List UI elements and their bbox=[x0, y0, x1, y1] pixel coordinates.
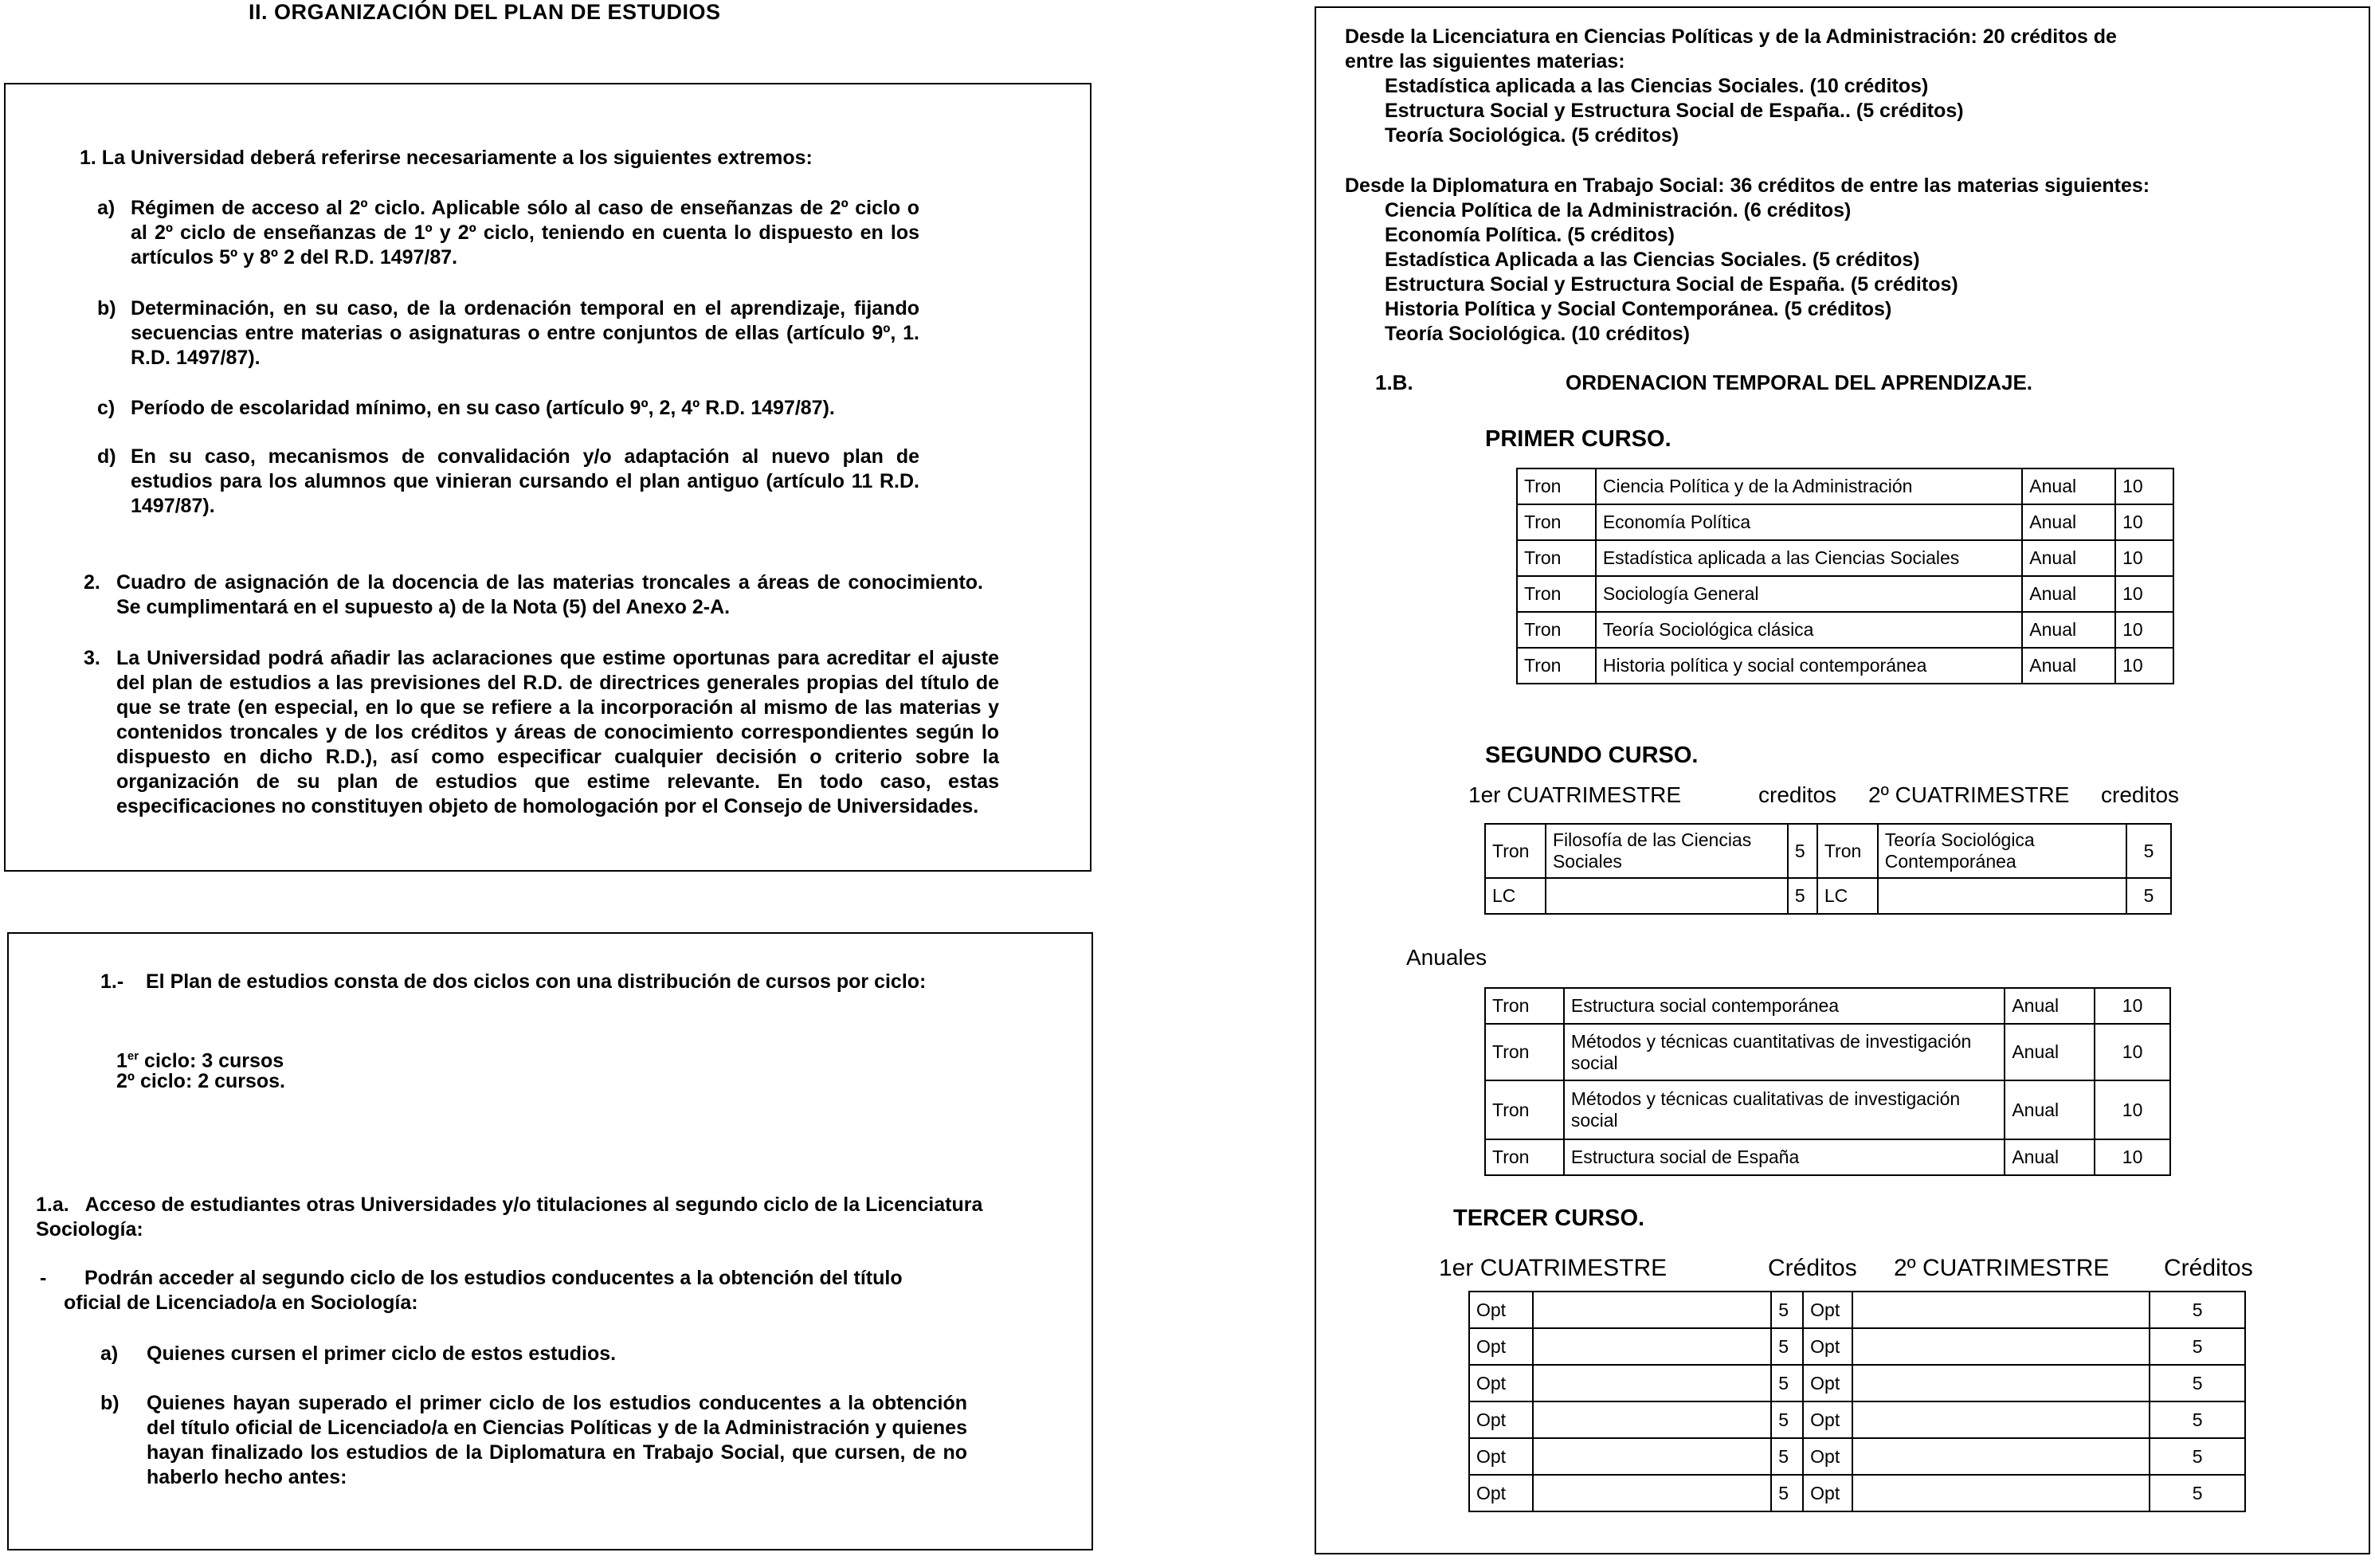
subject-cell: Filosofía de las Ciencias Sociales bbox=[1546, 824, 1788, 878]
period-cell: Anual bbox=[2005, 1139, 2095, 1175]
credits-cell: 10 bbox=[2095, 1139, 2170, 1175]
type-cell: Opt bbox=[1803, 1475, 1852, 1511]
dip-item: Estadística Aplicada a las Ciencias Sociales. (5 créditos) bbox=[1385, 249, 1920, 271]
instruction-item-1a: Régimen de acceso al 2º ciclo. Aplicable sólo al caso de enseñanzas de 2º ciclo o al 2º ciclo de enseñanzas de 1º y 2º ciclo, teniendo en cuenta lo dispuesto en los artículos 5º y 8º 2 del R.D. 1497/87. bbox=[131, 197, 919, 269]
period-cell: Anual bbox=[2022, 612, 2115, 648]
ciclo-2: 2º ciclo: 2 cursos. bbox=[116, 1070, 285, 1092]
page-title: II. ORGANIZACIÓN DEL PLAN DE ESTUDIOS bbox=[249, 0, 721, 24]
credits-cell: 10 bbox=[2115, 540, 2173, 576]
subject-cell: Economía Política bbox=[1596, 504, 2022, 540]
subject-cell bbox=[1852, 1401, 2150, 1438]
credits-cell: 10 bbox=[2115, 576, 2173, 612]
table-row bbox=[1517, 540, 2173, 576]
credits-cell: 5 bbox=[1771, 1438, 1803, 1475]
type-cell: Opt bbox=[1803, 1365, 1852, 1401]
instruction-item-2-label: 2. bbox=[84, 571, 100, 594]
table-row bbox=[1469, 1365, 2245, 1401]
credits-cell: 5 bbox=[2126, 878, 2171, 914]
dip-item: Teoría Sociológica. (10 créditos) bbox=[1385, 323, 1690, 345]
instruction-item-2: Cuadro de asignación de la docencia de las materias troncales a áreas de conocimiento. Se cumplimentará en el supuesto a) de la Nota (5) del Anexo 2-A. bbox=[116, 571, 983, 618]
lic-item: Teoría Sociológica. (5 créditos) bbox=[1385, 124, 1679, 147]
type-cell: Tron bbox=[1517, 540, 1596, 576]
type-cell: Tron bbox=[1485, 1139, 1564, 1175]
subject-cell bbox=[1533, 1475, 1771, 1511]
credits-cell: 10 bbox=[2115, 612, 2173, 648]
table-row bbox=[1517, 648, 2173, 684]
type-cell: Tron bbox=[1485, 824, 1546, 878]
subject-cell: Historia política y social contemporánea bbox=[1596, 648, 2022, 684]
table-row bbox=[1469, 1328, 2245, 1365]
ter-header-credits2: Créditos bbox=[2164, 1255, 2253, 1281]
type-cell: Opt bbox=[1469, 1365, 1533, 1401]
tercer-curso-title: TERCER CURSO. bbox=[1453, 1205, 1645, 1231]
plan-intro-label: 1.- bbox=[100, 970, 124, 993]
instruction-item-1c-label: c) bbox=[97, 397, 116, 419]
ciclo-1-num: 1 bbox=[116, 1049, 127, 1072]
subject-cell: Teoría Sociológica Contemporánea bbox=[1878, 824, 2126, 878]
lic-item: Estadística aplicada a las Ciencias Sociales. (10 créditos) bbox=[1385, 75, 1929, 97]
instruction-item-1c: Período de escolaridad mínimo, en su caso (artículo 9º, 2, 4º R.D. 1497/87). bbox=[131, 397, 835, 419]
type-cell: Opt bbox=[1803, 1328, 1852, 1365]
instruction-item-3-label: 3. bbox=[84, 647, 100, 669]
ter-header-credits1: Créditos bbox=[1768, 1255, 1857, 1281]
period-cell: Anual bbox=[2005, 988, 2095, 1024]
access-dash: - bbox=[40, 1267, 47, 1289]
credits-cell: 5 bbox=[1771, 1328, 1803, 1365]
credits-cell: 5 bbox=[2126, 824, 2171, 878]
type-cell: Opt bbox=[1469, 1292, 1533, 1328]
credits-cell: 5 bbox=[2150, 1438, 2245, 1475]
type-cell: Tron bbox=[1517, 576, 1596, 612]
period-cell: Anual bbox=[2022, 468, 2115, 504]
type-cell: Opt bbox=[1469, 1475, 1533, 1511]
credits-cell: 5 bbox=[2150, 1365, 2245, 1401]
table-row bbox=[1469, 1292, 2245, 1328]
period-cell: Anual bbox=[2022, 540, 2115, 576]
type-cell: Tron bbox=[1517, 612, 1596, 648]
period-cell: Anual bbox=[2005, 1024, 2095, 1080]
subject-cell: Estructura social contemporánea bbox=[1564, 988, 2005, 1024]
option-a: Quienes cursen el primer ciclo de estos estudios. bbox=[147, 1343, 617, 1365]
type-cell: Opt bbox=[1803, 1292, 1852, 1328]
tercer-curso-table bbox=[1468, 1291, 2246, 1512]
access-text: Podrán acceder al segundo ciclo de los estudios conducentes a la obtención del título oficial de Licenciado/a en Sociología: bbox=[64, 1267, 903, 1314]
dip-line: Desde la Diplomatura en Trabajo Social: 36 créditos de entre las materias siguientes: bbox=[1345, 174, 2150, 197]
instruction-item-3: La Universidad podrá añadir las aclaraciones que estime oportunas para acreditar el ajuste del plan de estudios a las previsiones del R.D. de directrices generales propias del título de que se trate (en especial, en lo que se refiere a la incorporación al mismo de las materias y contenidos troncales y de los créditos y áreas de conocimiento correspondientes según lo dispuesto en dicho R.D.), así como especificar cualquier decisión o criterio sobre la organización de su plan de estudios que estime relevante. En todo caso, estas especificaciones no constituyen objeto de homologación por el Consejo de Universidades. bbox=[116, 647, 999, 817]
ter-header-cuat1: 1er CUATRIMESTRE bbox=[1439, 1255, 1668, 1281]
table-row bbox=[1517, 612, 2173, 648]
type-cell: Opt bbox=[1803, 1438, 1852, 1475]
dip-item: Estructura Social y Estructura Social de España. (5 créditos) bbox=[1385, 273, 1958, 296]
credits-cell: 5 bbox=[1788, 878, 1817, 914]
instruction-item-1: 1. La Universidad deberá referirse necesariamente a los siguientes extremos: bbox=[80, 147, 813, 169]
anuales-label: Anuales bbox=[1406, 945, 1487, 970]
credits-cell: 5 bbox=[2150, 1475, 2245, 1511]
instruction-item-1b: Determinación, en su caso, de la ordenación temporal en el aprendizaje, fijando secuencias entre materias o asignaturas o entre conjuntos de ellas (artículo 9º, 1. R.D. 1497/87). bbox=[131, 297, 919, 369]
primer-curso-title: PRIMER CURSO. bbox=[1485, 426, 1672, 452]
subject-cell: Estructura social de España bbox=[1564, 1139, 2005, 1175]
table-row bbox=[1485, 1080, 2170, 1139]
period-cell: Anual bbox=[2022, 648, 2115, 684]
credits-cell: 5 bbox=[1771, 1365, 1803, 1401]
option-b-label: b) bbox=[100, 1392, 120, 1414]
option-a-label: a) bbox=[100, 1343, 119, 1365]
subject-cell bbox=[1533, 1401, 1771, 1438]
credits-cell: 5 bbox=[2150, 1401, 2245, 1438]
credits-cell: 10 bbox=[2115, 504, 2173, 540]
lic-line-2: entre las siguientes materias: bbox=[1345, 50, 1625, 73]
credits-cell: 5 bbox=[1771, 1475, 1803, 1511]
subject-cell bbox=[1533, 1438, 1771, 1475]
table-row bbox=[1485, 824, 2171, 878]
anuales-table bbox=[1484, 987, 2171, 1176]
access-title: 1.a. Acceso de estudiantes otras Universidades y/o titulaciones al segundo ciclo de la Licenciatura Sociología: bbox=[36, 1194, 989, 1241]
seg-header-cuat1: 1er CUATRIMESTRE bbox=[1468, 782, 1682, 807]
option-b: Quienes hayan superado el primer ciclo de los estudios conducentes a la obtención del título oficial de Licenciado/a en Ciencias Políticas y de la Administración y quienes hayan finalizado los estudios de la Diplomatura en Trabajo Social, que cursen, de no haberlo hecho antes: bbox=[147, 1392, 967, 1488]
table-row bbox=[1517, 576, 2173, 612]
subject-cell bbox=[1533, 1365, 1771, 1401]
subject-cell bbox=[1878, 878, 2126, 914]
credits-cell: 5 bbox=[2150, 1292, 2245, 1328]
segundo-cuatrimestre-table bbox=[1484, 823, 2172, 915]
subject-cell: Sociología General bbox=[1596, 576, 2022, 612]
period-cell: Anual bbox=[2005, 1080, 2095, 1139]
table-row bbox=[1517, 504, 2173, 540]
plan-intro: El Plan de estudios consta de dos ciclos con una distribución de cursos por ciclo: bbox=[146, 970, 927, 993]
type-cell: LC bbox=[1817, 878, 1878, 914]
lic-line-1: Desde la Licenciatura en Ciencias Políticas y de la Administración: 20 créditos de bbox=[1345, 25, 2117, 48]
instruction-item-1d: En su caso, mecanismos de convalidación y/o adaptación al nuevo plan de estudios para los alumnos que vinieran cursando el plan antiguo (artículo 11 R.D. 1497/87). bbox=[131, 445, 919, 517]
credits-cell: 5 bbox=[2150, 1328, 2245, 1365]
ciclo-1-sup: er bbox=[127, 1049, 139, 1063]
subject-cell bbox=[1852, 1475, 2150, 1511]
subject-cell: Métodos y técnicas cuantitativas de investigación social bbox=[1564, 1024, 2005, 1080]
credits-cell: 10 bbox=[2115, 648, 2173, 684]
subject-cell bbox=[1546, 878, 1788, 914]
credits-cell: 5 bbox=[1788, 824, 1817, 878]
credits-cell: 10 bbox=[2095, 1024, 2170, 1080]
dip-item: Economía Política. (5 créditos) bbox=[1385, 224, 1675, 246]
seg-header-cuat2: 2º CUATRIMESTRE bbox=[1868, 782, 2070, 807]
dip-item: Ciencia Política de la Administración. (6 créditos) bbox=[1385, 199, 1852, 221]
period-cell: Anual bbox=[2022, 504, 2115, 540]
type-cell: Opt bbox=[1469, 1401, 1533, 1438]
lic-item: Estructura Social y Estructura Social de España.. (5 créditos) bbox=[1385, 100, 1964, 122]
table-row bbox=[1485, 988, 2170, 1024]
table-row bbox=[1485, 1139, 2170, 1175]
ciclo-1-rest: ciclo: 3 cursos bbox=[139, 1049, 284, 1072]
type-cell: Opt bbox=[1803, 1401, 1852, 1438]
type-cell: Tron bbox=[1517, 468, 1596, 504]
subject-cell: Ciencia Política y de la Administración bbox=[1596, 468, 2022, 504]
type-cell: Tron bbox=[1817, 824, 1878, 878]
type-cell: LC bbox=[1485, 878, 1546, 914]
primer-curso-table bbox=[1516, 468, 2174, 684]
table-row bbox=[1517, 468, 2173, 504]
subject-cell bbox=[1852, 1365, 2150, 1401]
type-cell: Tron bbox=[1517, 504, 1596, 540]
credits-cell: 10 bbox=[2095, 988, 2170, 1024]
instruction-item-1a-label: a) bbox=[97, 197, 116, 219]
subject-cell bbox=[1533, 1292, 1771, 1328]
period-cell: Anual bbox=[2022, 576, 2115, 612]
subject-cell: Métodos y técnicas cualitativas de investigación social bbox=[1564, 1080, 2005, 1139]
type-cell: Tron bbox=[1517, 648, 1596, 684]
subject-cell bbox=[1533, 1328, 1771, 1365]
dip-item: Historia Política y Social Contemporánea. (5 créditos) bbox=[1385, 298, 1892, 320]
table-row bbox=[1485, 878, 2171, 914]
subject-cell bbox=[1852, 1328, 2150, 1365]
instruction-item-1b-label: b) bbox=[97, 297, 116, 319]
subject-cell bbox=[1852, 1438, 2150, 1475]
credits-cell: 10 bbox=[2095, 1080, 2170, 1139]
type-cell: Tron bbox=[1485, 988, 1564, 1024]
segundo-curso-title: SEGUNDO CURSO. bbox=[1485, 743, 1699, 768]
instruction-item-1d-label: d) bbox=[97, 445, 116, 468]
type-cell: Opt bbox=[1469, 1438, 1533, 1475]
table-row bbox=[1469, 1475, 2245, 1511]
table-row bbox=[1469, 1401, 2245, 1438]
type-cell: Opt bbox=[1469, 1328, 1533, 1365]
credits-cell: 10 bbox=[2115, 468, 2173, 504]
subject-cell bbox=[1852, 1292, 2150, 1328]
table-row bbox=[1485, 1024, 2170, 1080]
type-cell: Tron bbox=[1485, 1024, 1564, 1080]
section-title: ORDENACION TEMPORAL DEL APRENDIZAJE. bbox=[1566, 370, 2033, 394]
subject-cell: Teoría Sociológica clásica bbox=[1596, 612, 2022, 648]
section-number: 1.B. bbox=[1375, 370, 1413, 394]
subject-cell: Estadística aplicada a las Ciencias Sociales bbox=[1596, 540, 2022, 576]
table-row bbox=[1469, 1438, 2245, 1475]
seg-header-credits1: creditos bbox=[1758, 782, 1837, 807]
type-cell: Tron bbox=[1485, 1080, 1564, 1139]
ter-header-cuat2: 2º CUATRIMESTRE bbox=[1894, 1255, 2110, 1281]
seg-header-credits2: creditos bbox=[2101, 782, 2180, 807]
credits-cell: 5 bbox=[1771, 1401, 1803, 1438]
credits-cell: 5 bbox=[1771, 1292, 1803, 1328]
